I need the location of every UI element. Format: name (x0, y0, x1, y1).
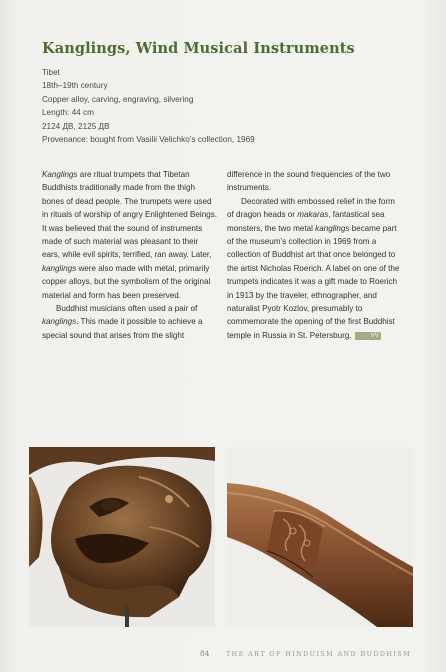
text-run: Buddhist musicians often used a pair of (56, 304, 198, 314)
photo-dragon-head (29, 447, 215, 627)
text-run: , fantastical sea monsters, the two metal (227, 210, 385, 233)
object-metadata (42, 66, 422, 146)
photo-trumpet-band (227, 447, 413, 627)
text-run: . This made it possible to achieve a special sound that arises from the slight (42, 317, 203, 340)
term: kanglings (42, 263, 77, 273)
paragraph: difference in the sound frequencies of the two instruments. (227, 170, 391, 193)
paragraph (42, 302, 217, 342)
text-run: became part of the museum’s collection in 1969 from a collection of Buddhist art that once belonged to the artist Nicholas Roerich. A label on one of the trumpets indicates it was a gift made to Roerich in 1913 by the traveler, ethnographer, and naturalist Pyotr Kozlov, presumably to commemorate the opening of the first Buddhist temple in Russia in St. Petersburg. (227, 223, 400, 340)
term: kanglings (42, 317, 77, 327)
text-run: were also made with metal, primarily copper alloys, but the symbolism of the original material and form has been preserved. (42, 263, 211, 300)
meta-inventory: 2124 ДВ, 2125 ДВ (42, 121, 110, 131)
term: makaras (297, 210, 329, 220)
page-number: 84 (200, 649, 210, 658)
trumpet-band-image (227, 447, 413, 627)
term: kanglings (315, 223, 350, 233)
meta-date: 18th–19th century (42, 81, 108, 91)
running-title: THE ART OF HINDUISM AND BUDDHISM (226, 650, 412, 658)
meta-provenance: Provenance: bought from Vasilii Velichko’s collection, 1969 (42, 135, 255, 145)
text-run: are ritual trumpets that Tibetan Buddhists traditionally made from the thigh bones of dead people. The trumpets were used in rituals of worship of angry Enlightened Beings. It was believed that the sound of instruments made of such material was pleasant to their ears, while evil spirits, terrified, ran away. Later, (42, 170, 218, 260)
meta-length: Length: 44 cm (42, 108, 94, 118)
meta-materials: Copper alloy, carving, engraving, silvering (42, 94, 194, 104)
term: Kanglings (42, 170, 78, 179)
text-column-left (42, 168, 217, 342)
end-mark: VV (355, 332, 381, 340)
text-run: Decorated with embossed relief in the form of dragon heads or (227, 196, 395, 220)
dragon-head-image (29, 447, 215, 627)
paragraph (42, 168, 217, 302)
paragraph (227, 195, 402, 342)
text-column-right (227, 168, 402, 342)
page-title: Kanglings, Wind Musical Instruments (42, 40, 355, 57)
meta-origin: Tibet (42, 68, 60, 77)
